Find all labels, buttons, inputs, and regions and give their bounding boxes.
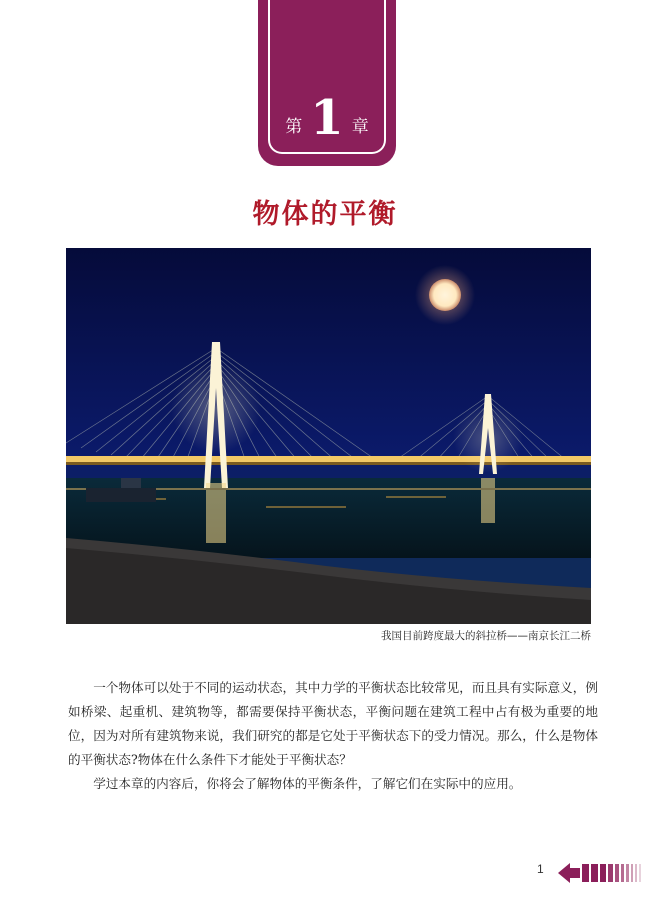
- chapter-number: 1: [310, 90, 344, 146]
- paragraph: 学过本章的内容后，你将会了解物体的平衡条件，了解它们在实际中的应用。: [93, 776, 522, 791]
- body-text: [68, 676, 598, 796]
- page-title: 物体的平衡: [252, 199, 398, 230]
- bridge-photo: [66, 248, 591, 624]
- paragraph: 一个物体可以处于不同的运动状态，其中力学的平衡状态比较常见，而且具有实际意义，例如桥梁、起重机、建筑物等，都需要保持平衡状态，平衡问题在建筑工程中占有极为重要的地位，因为对所有建筑物来说，我们研究的都是它处于平衡状态下的受力情况。那么，什么是物体的平衡状态?物体在什么条件下才能处于平衡状态？: [68, 680, 598, 767]
- photo-caption: 我国目前跨度最大的斜拉桥——南京长江二桥: [381, 630, 591, 642]
- bridge-illustration: [66, 248, 591, 624]
- chapter-tab: [258, 0, 396, 166]
- page-arrow-marker: [558, 860, 650, 886]
- boat: [86, 488, 156, 502]
- chapter-suffix: 章: [351, 117, 369, 137]
- page-number: 1: [537, 862, 544, 876]
- chapter-prefix: 第: [285, 117, 303, 137]
- chapter-label: [258, 90, 396, 146]
